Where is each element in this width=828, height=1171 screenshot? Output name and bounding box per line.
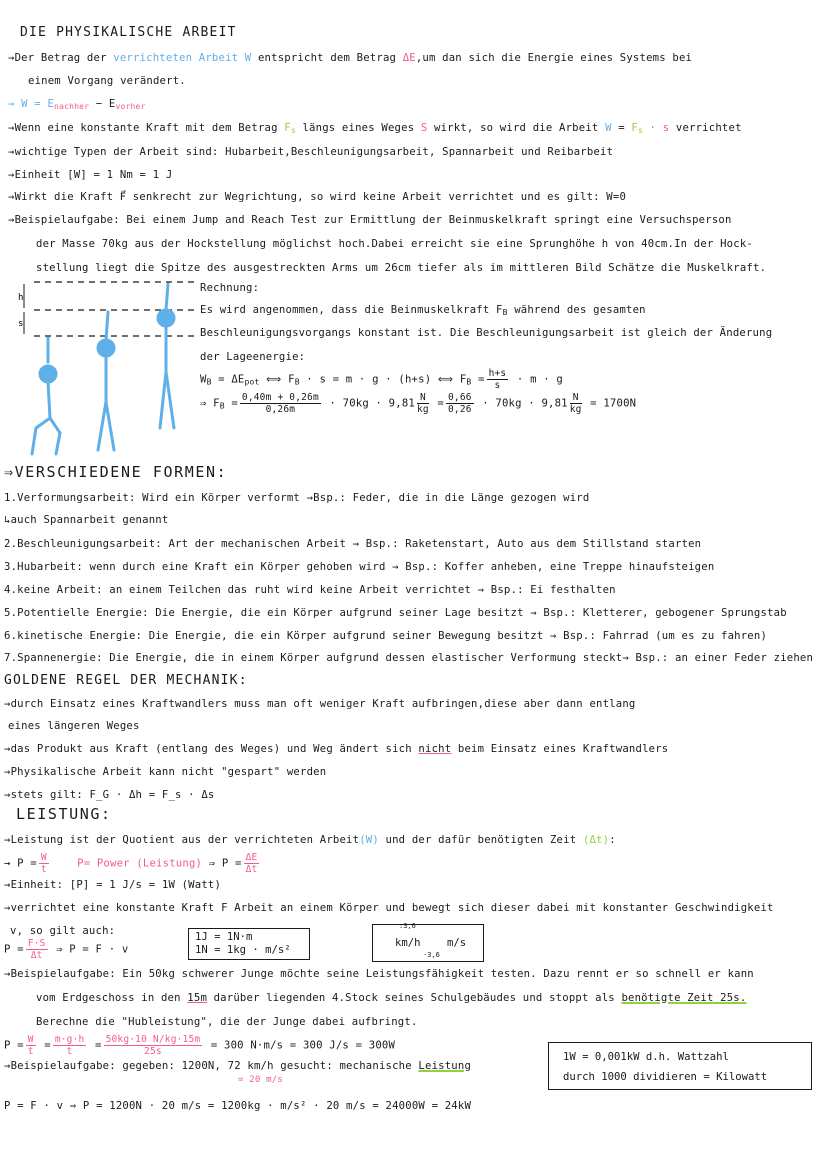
- kilowatt-box-line-2: durch 1000 dividieren = Kilowatt: [563, 1071, 768, 1083]
- intro-line-8: →Beispielaufgabe: Bei einem Jump and Reach Test zur Ermittlung der Beinmuskelkraft springt eine Versuchsperson: [8, 214, 732, 226]
- golden-line-5: →stets gilt: F_G · Δh = F_s · Δs: [4, 789, 215, 801]
- conversion-box: [372, 924, 484, 962]
- fig-label-s: s: [18, 319, 24, 329]
- kilowatt-box: [548, 1042, 812, 1090]
- form-6: 6.kinetische Energie: Die Energie, die ein Körper aufgrund seiner Bewegung besitzt → Bsp.: Fahrrad (um es zu fahren): [4, 630, 768, 642]
- calc-line-3: der Lageenergie:: [200, 351, 306, 363]
- fig-label-h: h: [18, 293, 24, 303]
- jump-figure: [14, 278, 204, 456]
- power-heading: LEISTUNG:: [16, 805, 112, 823]
- calc-heading: Rechnung:: [200, 282, 260, 294]
- form-4: 4.keine Arbeit: an einem Teilchen das ruht wird keine Arbeit verrichtet → Bsp.: Ei festhalten: [4, 584, 616, 596]
- power-example-3: Berechne die "Hubleistung", die der Junge dabei aufbringt.: [36, 1016, 418, 1028]
- intro-line-4: →Wenn eine konstante Kraft mit dem Betrag $F_s$ längs eines Weges S wirkt, so wird die Arbeit $W = F_s \cdot s$ verrichtet: [8, 122, 742, 135]
- kilowatt-box-line-1: 1W = 0,001kW d.h. Wattzahl: [563, 1051, 729, 1063]
- golden-line-3: →das Produkt aus Kraft (entlang des Weges) und Weg ändert sich nicht beim Einsatz eines Kraftwandlers: [4, 743, 669, 755]
- intro-line-7: →Wirkt die Kraft F⃗ senkrecht zur Wegrichtung, so wird keine Arbeit verrichtet und es gilt: W=0: [8, 191, 627, 203]
- power-example-calc: P = $\frac{W}{t}$ = $\frac{m\cdot g\cdot h}{t}$ = $\frac{50kg\cdot 10 N/kg\cdot 15m}{25s}$ = 300 N·m/s = 300 J/s = 300W: [4, 1034, 396, 1057]
- unit-box-line-2: 1N = 1kg · m/s²: [195, 944, 291, 956]
- power-unit: →Einheit: [P] = 1 J/s = 1W (Watt): [4, 879, 222, 891]
- power-example-4: →Beispielaufgabe: gegeben: 1200N, 72 km/h gesucht: mechanische Leistung: [4, 1060, 472, 1072]
- power-line-4: →verrichtet eine konstante Kraft F Arbeit an einem Körper und bewegt sich dieser dabei mit konstanter Geschwindigkeit: [4, 902, 774, 914]
- power-line-5: v, so gilt auch:: [10, 925, 116, 937]
- calc-line-1: Es wird angenommen, dass die Beinmuskelkraft $F_B$ während des gesamten: [200, 304, 646, 317]
- intro-line-9: der Masse 70kg aus der Hockstellung möglichst hoch.Dabei erreicht sie eine Sprunghöhe h von 40cm.In der Hock-: [36, 238, 753, 250]
- conv-kmh: km/h: [395, 937, 421, 949]
- conv-multiply: ·3,6: [423, 951, 440, 959]
- intro-line-1: →Der Betrag der verrichteten Arbeit W entspricht dem Betrag ΔE,um dan sich die Energie eines Systems bei: [8, 52, 693, 64]
- calc-eq-2: ⇒ $F_B$ = $\frac{0,40m + 0,26m}{0,26m}$ · 70kg · 9,81 $\frac{N}{kg}$ = $\frac{0,66}{0,26}$ · 70kg · 9,81 $\frac{N}{kg}$ = 1700N: [200, 392, 637, 415]
- golden-line-4: →Physikalische Arbeit kann nicht "gespart" werden: [4, 766, 327, 778]
- intro-line-6: →Einheit [W] = 1 Nm = 1 J: [8, 169, 173, 181]
- intro-line-5: →wichtige Typen der Arbeit sind: Hubarbeit,Beschleunigungsarbeit, Spannarbeit und Reibarbeit: [8, 146, 614, 158]
- form-7: 7.Spannenergie: Die Energie, die in einem Körper aufgrund dessen elastischer Verformung steckt→ Bsp.: an einer Feder ziehen: [4, 652, 814, 664]
- power-example-2: vom Erdgeschoss in den 15m darüber liegenden 4.Stock seines Schulgebäudes und stoppt als benötigte Zeit 25s.: [36, 992, 747, 1004]
- form-3: 3.Hubarbeit: wenn durch eine Kraft ein Körper gehoben wird → Bsp.: Koffer anheben, eine Treppe hinaufsteigen: [4, 561, 715, 573]
- unit-box: [188, 928, 310, 960]
- golden-line-1: →durch Einsatz eines Kraftwandlers muss man oft weniger Kraft aufbringen,diese aber dann entlang: [4, 698, 636, 710]
- work-formula: → $W = E_{nachher} - E_{vorher}$: [8, 98, 146, 111]
- intro-line-10: stellung liegt die Spitze des ausgestreckten Arms um 26cm tiefer als im mittleren Bild Schätze die Muskelkraft.: [36, 262, 767, 274]
- speed-conversion: = 20 m/s: [238, 1075, 283, 1085]
- unit-box-line-1: 1J = 1N·m: [195, 931, 253, 943]
- power-formula-2: P = $\frac{F\cdot S}{\Delta t}$ ⇒ P = F · v: [4, 938, 129, 961]
- power-example-1: →Beispielaufgabe: Ein 50kg schwerer Junge möchte seine Leistungsfähigkeit testen. Dazu rennt er so schnell er kann: [4, 968, 754, 980]
- power-formula: → P = $\frac{W}{t}$ P= Power (Leistung) ⇒ P = $\frac{\Delta E}{\Delta t}$: [4, 852, 258, 875]
- power-example-result: P = F · v ⇒ P = 1200N · 20 m/s = 1200kg · m/s² · 20 m/s = 24000W = 24kW: [4, 1100, 472, 1112]
- power-line-1: →Leistung ist der Quotient aus der verrichteten Arbeit(W) und der dafür benötigten Zeit (Δt):: [4, 834, 616, 846]
- golden-heading: GOLDENE REGEL DER MECHANIK:: [4, 673, 248, 688]
- conv-divide: :3,6: [399, 922, 416, 930]
- form-1b: ↳auch Spannarbeit genannt: [4, 514, 169, 526]
- calc-eq-1: $W_B = \Delta E_{pot}$ ⟺ $F_B \cdot s = m \cdot g \cdot (h+s)$ ⟺ $F_B$ = $\frac{h+s}{s}$ · m · g: [200, 368, 563, 391]
- page-title: DIE PHYSIKALISCHE ARBEIT: [20, 25, 237, 40]
- form-2: 2.Beschleunigungsarbeit: Art der mechanischen Arbeit → Bsp.: Raketenstart, Auto aus dem Stillstand starten: [4, 538, 702, 550]
- conv-ms: m/s: [447, 937, 467, 949]
- forms-heading: ⇒VERSCHIEDENE FORMEN:: [4, 463, 228, 481]
- golden-line-2: eines längeren Weges: [8, 720, 140, 732]
- calc-line-2: Beschleunigungsvorgangs konstant ist. Die Beschleunigungsarbeit ist gleich der Änderung: [200, 327, 773, 339]
- form-1: 1.Verformungsarbeit: Wird ein Körper verformt →Bsp.: Feder, die in die Länge gezogen wird: [4, 492, 590, 504]
- intro-line-2: einem Vorgang verändert.: [28, 75, 186, 87]
- form-5: 5.Potentielle Energie: Die Energie, die ein Körper aufgrund seiner Lage besitzt → Bsp.: Kletterer, gebogener Sprungstab: [4, 607, 787, 619]
